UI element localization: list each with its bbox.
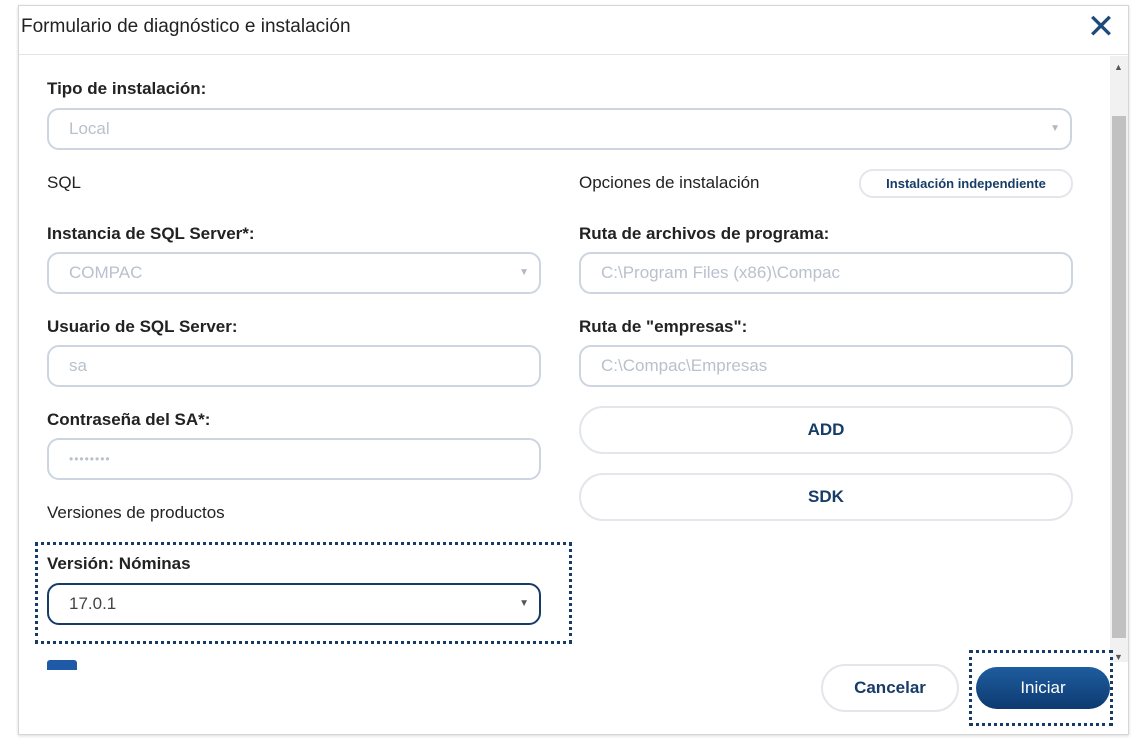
program-path-value: C:\Program Files (x86)\Compac [601,263,841,282]
cancel-button[interactable]: Cancelar [821,664,959,712]
scroll-up-icon[interactable]: ▲ [1114,62,1123,72]
companies-path-value: C:\Compac\Empresas [601,356,768,375]
checkbox[interactable] [47,660,77,670]
program-path-label: Ruta de archivos de programa: [579,224,830,243]
dialog-title: Formulario de diagnóstico e instalación [21,16,351,37]
add-button[interactable]: ADD [579,406,1073,454]
sdk-button[interactable]: SDK [579,473,1073,521]
install-options-label: Opciones de instalación [579,173,760,192]
sa-password-value: •••••••• [69,452,111,466]
sql-instance-select[interactable] [47,252,541,294]
scrollbar[interactable] [1110,56,1128,662]
start-button[interactable]: Iniciar [976,667,1110,709]
chevron-down-icon: ▼ [1050,123,1060,134]
nominas-version-select[interactable] [47,583,541,625]
sql-user-value: sa [69,356,87,375]
companies-path-label: Ruta de "empresas": [579,317,748,336]
chevron-down-icon: ▼ [519,598,529,609]
install-type-value: Local [69,119,110,138]
sa-password-label: Contraseña del SA*: [47,410,211,429]
companies-path-input[interactable] [579,345,1073,387]
close-icon[interactable]: ✕ [1086,8,1116,46]
chevron-down-icon: ▼ [519,267,529,278]
sql-instance-value: COMPAC [69,263,143,282]
sql-user-label: Usuario de SQL Server: [47,317,238,336]
nominas-version-value: 17.0.1 [69,594,117,613]
scroll-thumb[interactable] [1112,116,1126,638]
independent-install-button[interactable]: Instalación independiente [859,169,1073,198]
sql-user-input[interactable] [47,345,541,387]
dialog-header [19,6,1128,55]
scroll-down-icon[interactable]: ▼ [1114,652,1123,662]
program-path-input[interactable] [579,252,1073,294]
sql-instance-label: Instancia de SQL Server*: [47,224,255,243]
install-type-select[interactable] [47,108,1072,150]
sql-section-label: SQL [47,173,82,192]
sa-password-input[interactable] [47,438,541,480]
install-type-label: Tipo de instalación: [47,79,207,98]
installation-dialog [18,5,1129,735]
versions-section-label: Versiones de productos [47,503,225,522]
nominas-version-label: Versión: Nóminas [47,554,191,573]
